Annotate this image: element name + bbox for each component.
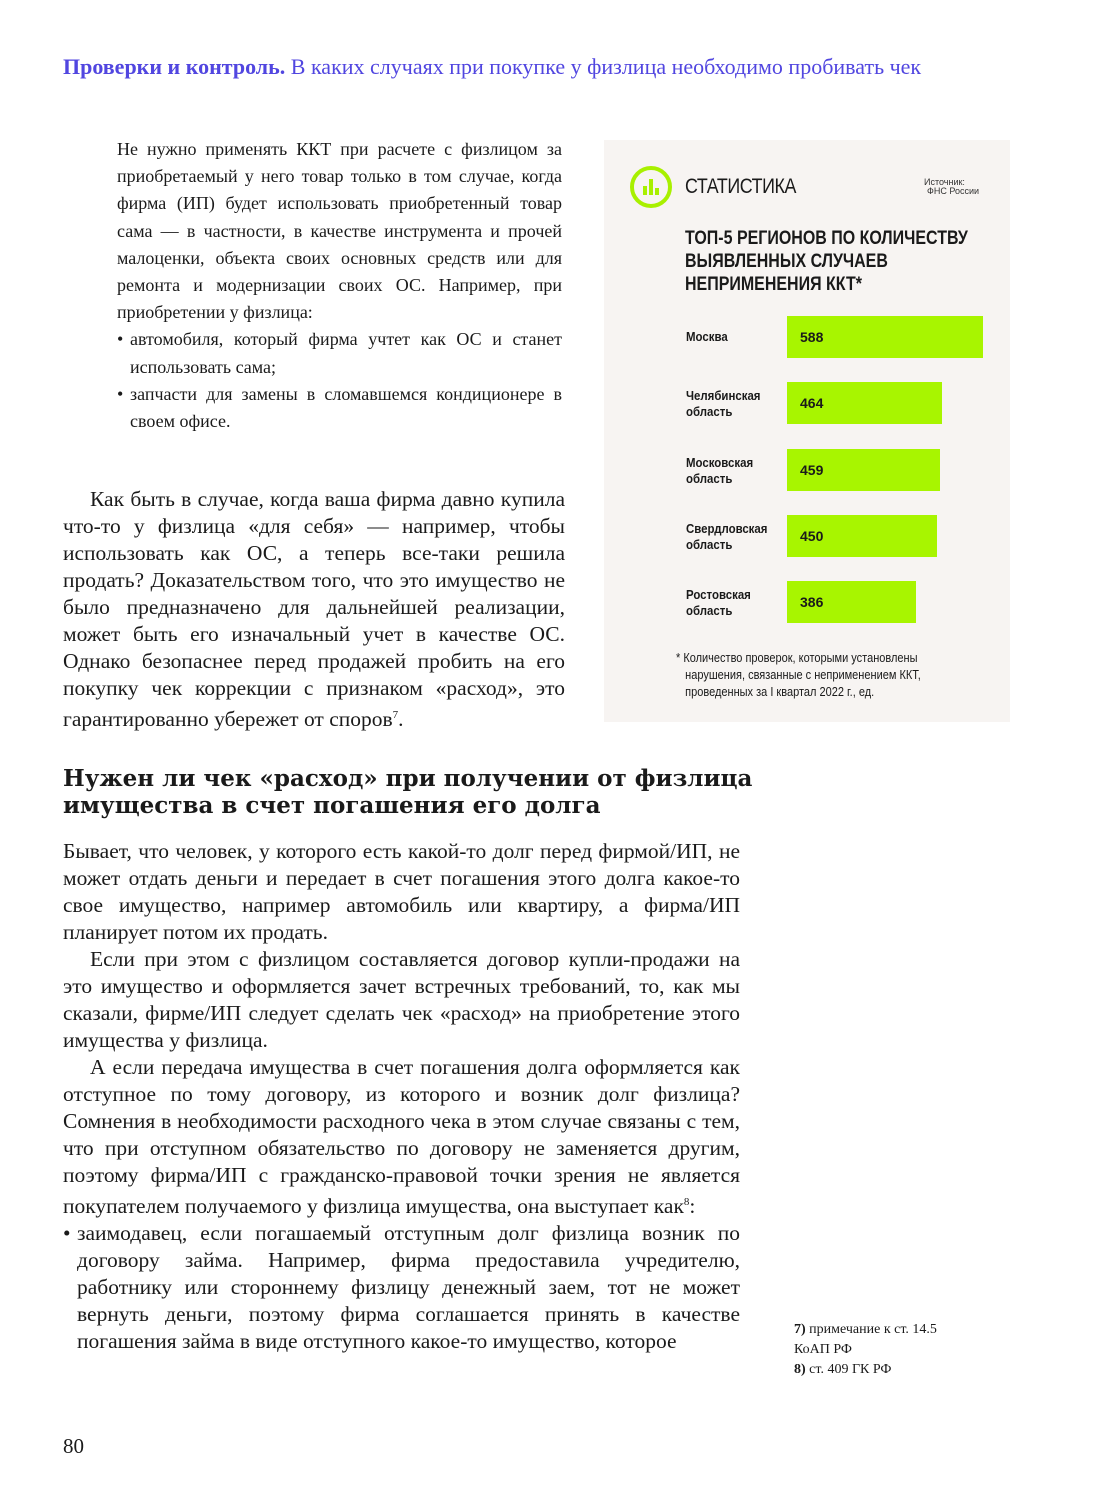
footnote-7: [794, 1320, 974, 1360]
source-value: ФНС России: [927, 186, 980, 196]
running-header: [63, 54, 921, 80]
paragraph-end: :: [689, 1194, 696, 1219]
footnote-8: [794, 1360, 974, 1380]
footnote-num: 8): [794, 1362, 806, 1377]
bar-value: 464: [800, 395, 824, 412]
list-item: • заимодавец, если погашаемый отступным долг физлица возник по договору займа. Например, фирма предоставила учредителю, работнику или стороннему физлицу денежный заем, тот не может вернуть деньги, поэтому фирма соглашается принять в качестве погашения займа в виде отступного какое-то имущество, которое: [63, 1220, 740, 1355]
bar-label: Свердловская область: [686, 520, 768, 552]
section-heading: Нужен ли чек «расход» при получении от физлица имущества в счет погашения его долга: [63, 765, 753, 819]
chart-title: ТОП-5 РЕГИОНОВ ПО КОЛИЧЕСТВУ ВЫЯВЛЕННЫХ СЛУЧАЕВ НЕПРИМЕНЕНИЯ ККТ*: [685, 227, 968, 295]
paragraph: [63, 1054, 740, 1220]
footnotes: [794, 1320, 974, 1380]
bar-label: Московская область: [686, 454, 754, 486]
stats-label: СТАТИСТИКА: [685, 175, 796, 198]
footnote-text: ст. 409 ГК РФ: [809, 1362, 892, 1377]
bar-value: 588: [800, 329, 824, 345]
bar-label: Ростовская область: [686, 587, 751, 619]
paragraph: Если при этом с физлицом составляется договор купли-продажи на это имущество и оформляется зачет встречных требований, то, как мы сказали, фирме/ИП следует сделать чек «расход» на приобретение этого имущества у физлица.: [63, 947, 740, 1052]
chart-row: [604, 581, 1010, 623]
bar-value: 450: [800, 527, 824, 544]
footnote-ref[interactable]: 7: [392, 709, 399, 721]
chart-row: [604, 449, 1010, 491]
list-item: • автомобиля, который фирма учтет как ОС и станет использовать сама;: [117, 326, 562, 380]
footnote-num: 7): [794, 1322, 806, 1337]
chart-row: [604, 316, 1010, 358]
chart-footnote: * Количество проверок, которыми установлены нарушения, связанные с неприменением ККТ, проведенных за I квартал 2022 г., ед.: [676, 651, 921, 699]
list-item: • запчасти для замены в сломавшемся кондиционере в своем офисе.: [117, 381, 562, 435]
paragraph: [63, 486, 565, 733]
bar-value: 386: [800, 594, 824, 611]
paragraph-text: Как быть в случае, когда ваша фирма давно купила что-то у физлица «для себя» — например, чтобы использовать как ОС, а теперь все-таки решила продать? Доказательством того, что это имущество не было предназначено для дальнейшей реализации, может быть его изначальный учет в качестве ОС. Однако безопаснее перед продажей пробить на его покупку чек коррекции с признаком «расход», это гарантированно убережет от споров: [63, 487, 565, 732]
footnote-ref[interactable]: 8: [683, 1196, 690, 1208]
indented-note: [117, 136, 562, 435]
main-text: [63, 838, 740, 1355]
bar-value: 459: [800, 461, 824, 478]
bar-chart-icon: [630, 166, 672, 208]
source-label: Источник:: [924, 177, 965, 187]
stats-source: [924, 178, 979, 196]
paragraph-end: .: [398, 707, 404, 732]
section-name: Проверки и контроль.: [63, 54, 286, 79]
note-text: Не нужно применять ККТ при расчете с физлицом за приобретаемый у него товар только в том случае, когда фирма (ИП) будет использовать приобретенный товар сама — в частности, в качестве инструмента и прочей малоценки, объекта своих основных средств или для ремонта и модернизации своих ОС. Например, при приобретении у физлица:: [117, 139, 562, 323]
chart-row: [604, 382, 1010, 424]
bar-label: Челябинская область: [686, 388, 761, 420]
footnote-text: примечание к ст. 14.5 КоАП РФ: [794, 1322, 937, 1357]
page-number: 80: [63, 1434, 84, 1458]
statistics-box: [604, 140, 1010, 722]
chart-row: [604, 515, 1010, 557]
article-title: В каких случаях при покупке у физлица необходимо пробивать чек: [290, 54, 922, 79]
bar-label: Москва: [686, 329, 728, 344]
paragraph: Бывает, что человек, у которого есть какой-то долг перед фирмой/ИП, не может отдать деньги и передает в счет погашения этого долга какое-то свое имущество, например автомобиль или квартиру, а фирма/ИП планирует потом их продать.: [63, 839, 740, 944]
paragraph-text: А если передача имущества в счет погашения долга оформляется как отступное по тому договору, из которого и возник долг физлица? Сомнения в необходимости расходного чека в этом случае связаны с тем, что при отступном обязательство по договору не заменяется другим, поэтому фирма/ИП с гражданско-правовой точки зрения не является покупателем получаемого у физлица имущества, она выступает как: [63, 1055, 740, 1219]
